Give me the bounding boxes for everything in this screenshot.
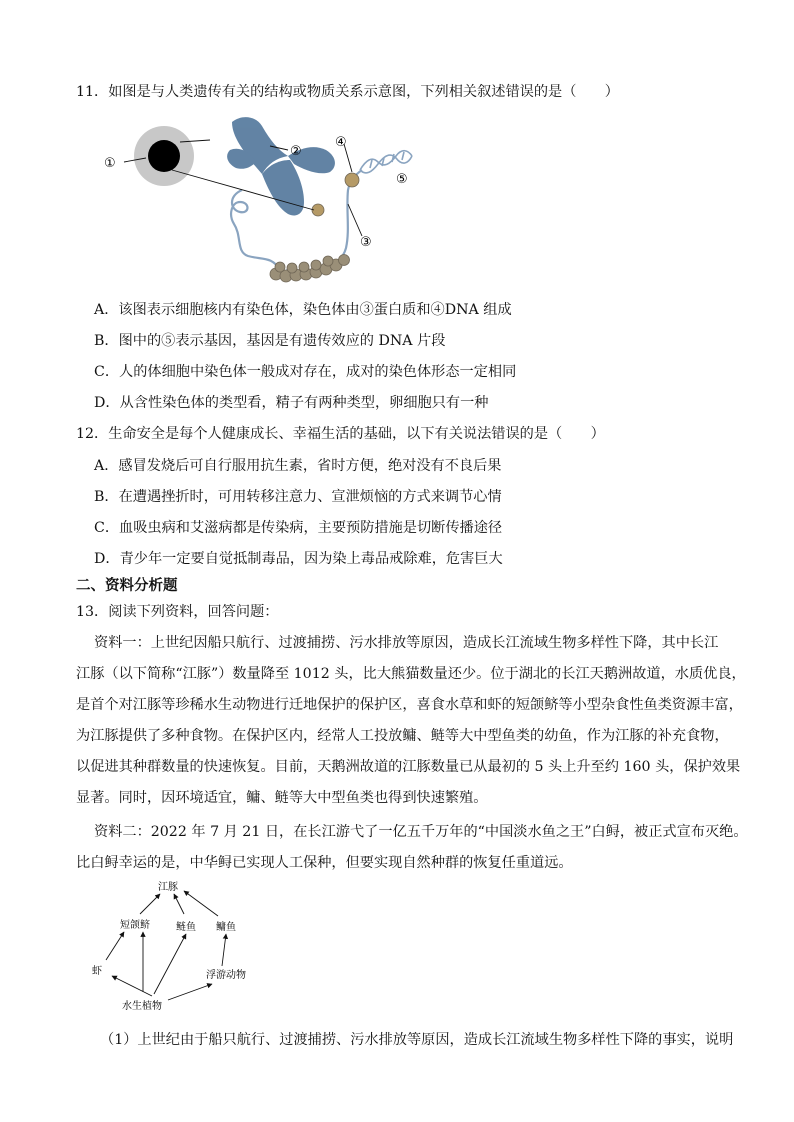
label-2: ② [290,144,302,159]
chromosome-diagram [100,110,430,290]
q11-option-c: C．人的体细胞中染色体一般成对存在，成对的染色体形态一定相同 [94,364,517,380]
q11-option-b: B．图中的⑤表示基因，基因是有遗传效应的 DNA 片段 [94,333,446,349]
material1-line: 是首个对江豚等珍稀水生动物进行迁地保护的保护区，喜食水草和虾的短颌鲚等小型杂食性鱼类资源丰富， [76,697,743,713]
q12-option-c: C．血吸虫病和艾滋病都是传染病，主要预防措施是切断传播途径 [94,520,503,536]
label-3: ③ [360,235,372,250]
material1-line: 为江豚提供了多种食物。在保护区内，经常人工投放鳙、鲢等大中型鱼类的幼鱼，作为江豚的补充食物， [76,728,729,744]
material1-line: 江豚（以下简称“江豚”）数量降至 1012 头，比大熊猫数量还少。位于湖北的长江天鹅洲故道，水质优良， [76,666,746,682]
nucleus-core [148,140,180,172]
label-5: ⑤ [396,172,408,187]
label-1: ① [104,156,116,171]
double-helix [360,151,412,173]
q12-option-d: D．青少年一定要自觉抵制毒品，因为染上毒品戒除难，危害巨大 [94,551,503,567]
node-lianyu: 鲢鱼 [176,922,196,933]
q12-option-b: B．在遭遇挫折时，可用转移注意力、宣泄烦恼的方式来调节心情 [94,489,502,505]
node-fuyoudongwu: 浮游动物 [206,970,246,981]
q11-option-a: A．该图表示细胞核内有染色体，染色体由③蛋白质和④DNA 组成 [94,302,512,318]
label-4: ④ [335,135,347,150]
q11-option-d: D．从含性染色体的类型看，精子有两种类型，卵细胞只有一种 [94,395,489,411]
material1-line: 以促进其种群数量的快速恢复。目前，天鹅洲故道的江豚数量已从最初的 5 头上升至约 160 头，保护效果 [76,759,741,775]
q12-stem: 12．生命安全是每个人健康成长、幸福生活的基础，以下有关说法错误的是（ ） [76,426,605,442]
material2-line: 比白鲟幸运的是，中华鲟已实现人工保种，但要实现自然种群的恢复任重道远。 [76,855,573,871]
node-yongyu: 鳙鱼 [216,922,236,933]
node-xia: 虾 [92,966,102,977]
food-web-diagram [88,876,268,1016]
q13-stem: 13．阅读下列资料，回答问题： [76,604,279,620]
material1-line: 显著。同时，因环境适宜，鳙、鲢等大中型鱼类也得到快速繁殖。 [76,790,488,806]
material1-line: 资料一：上世纪因船只航行、过渡捕捞、污水排放等原因，造成长江流域生物多样性下降，其中长江 [94,635,719,651]
node-jiangtun: 江豚 [158,882,178,893]
q11-stem: 11．如图是与人类遗传有关的结构或物质关系示意图，下列相关叙述错误的是（ ） [76,84,619,100]
node-duanhanji: 短颌鲚 [120,920,150,931]
q13-sub1: （1）上世纪由于船只航行、过渡捕捞、污水排放等原因，造成长江流域生物多样性下降的事实，说明 [100,1032,734,1048]
section-title: 二、资料分析题 [76,578,178,594]
material2-line: 资料二：2022 年 7 月 21 日，在长江游弋了一亿五千万年的“中国淡水鱼之王”白鲟，被正式宣布灭绝。 [94,824,748,840]
node-shuishengzhiwu: 水生植物 [122,1001,162,1012]
q12-option-a: A．感冒发烧后可自行服用抗生素，省时方便，绝对没有不良后果 [94,458,502,474]
food-web-arrows [106,891,226,1000]
